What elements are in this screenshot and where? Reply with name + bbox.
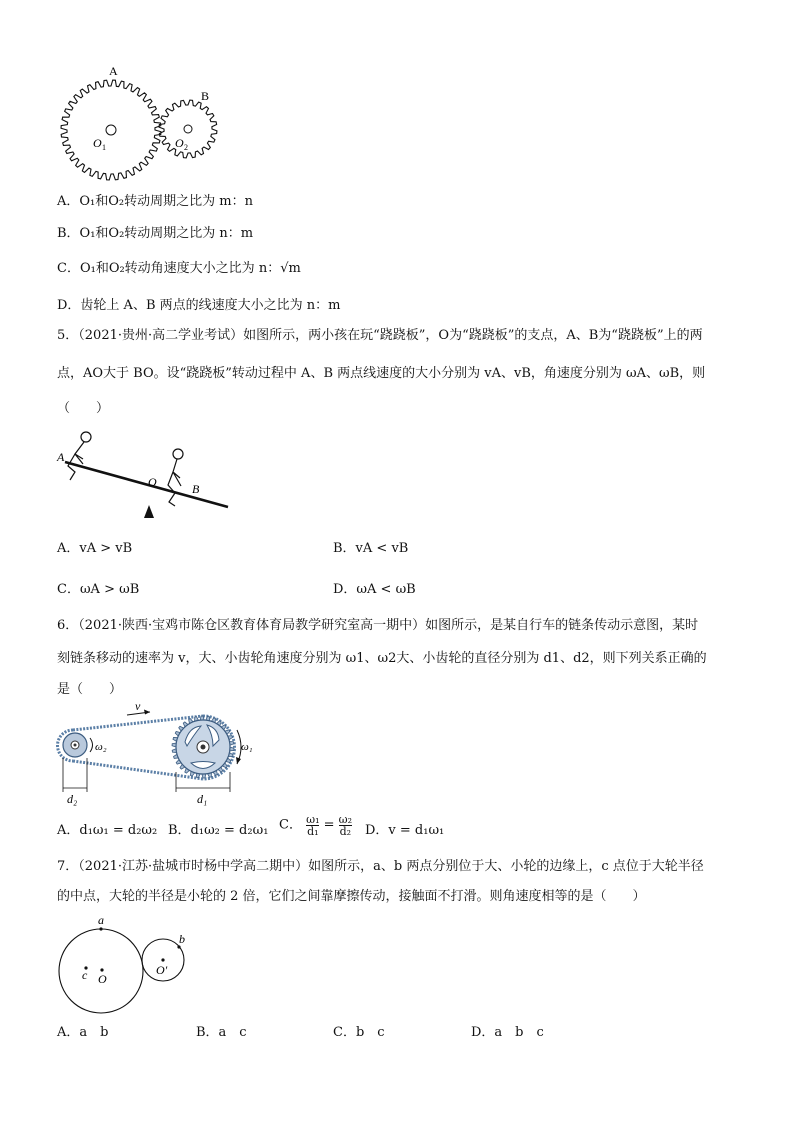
gear-label-o2: O (175, 136, 184, 150)
q6-stem-line1: 6．（2021·陕西·宝鸡市陈仓区教育体育局教学研究室高一期中）如图所示，是某自行车的链条传动示意图，某时 (57, 618, 699, 633)
q7-option-a[interactable]: A．a b (57, 1025, 109, 1040)
q6-option-a[interactable]: A．d₁ω₁ = d₂ω₂ (57, 823, 158, 838)
gear-label-o1-sub: 1 (102, 143, 106, 152)
q7-stem-line1: 7．（2021·江苏·盐城市时杨中学高二期中）如图所示，a、b 两点分别位于大、小轮的边缘上，c 点位于大轮半径 (57, 859, 704, 874)
chain-label-v: v (135, 700, 141, 713)
q4-option-b[interactable]: B．O₁和O₂转动周期之比为 n：m (57, 226, 254, 241)
small-gear-axle (184, 125, 192, 133)
child-a (68, 432, 91, 480)
frac-num: ω₁ (306, 813, 320, 826)
gear-figure (55, 60, 235, 190)
wheel-label-a: a (98, 913, 104, 927)
q4-option-a[interactable]: A．O₁和O₂转动周期之比为 m：n (57, 194, 253, 209)
large-gear-axle (106, 125, 116, 135)
q5-option-c[interactable]: C．ωA > ωB (57, 582, 140, 597)
q5-stem-line1: 5．（2021·贵州·高二学业考试）如图所示，两小孩在玩“跷跷板”，O为“跷跷板”的支点，A、B为“跷跷板”上的两 (57, 328, 703, 343)
q7-option-d[interactable]: D．a b c (471, 1025, 544, 1040)
point-o-prime (161, 958, 164, 961)
q6-option-c-prefix: C． (279, 817, 302, 833)
chain-label-w2: ω₂ (95, 741, 107, 753)
frac-den: d₂ (339, 825, 352, 838)
wheel-label-o-prime: O′ (156, 963, 168, 977)
seesaw-figure (55, 430, 245, 520)
frac-num: ω₂ (338, 813, 353, 826)
q6-stem-line2: 刻链条移动的速率为 v，大、小齿轮角速度分别为 ω1、ω2大、小齿轮的直径分别为 d1、d2，则下列关系正确的 (57, 651, 707, 666)
point-a (99, 927, 102, 930)
gear-label-o1: O (93, 136, 102, 150)
q5-option-a[interactable]: A．vA > vB (57, 541, 133, 556)
q4-option-d[interactable]: D．齿轮上 A、B 两点的线速度大小之比为 n：m (57, 298, 341, 313)
small-gear-outline (159, 100, 217, 158)
q7-option-c[interactable]: C．b c (333, 1025, 385, 1040)
q5-stem-line2: 点，AO大于 BO。设“跷跷板”转动过程中 A、B 两点线速度的大小分别为 vA、vB，角速度分别为 ωA、ωB，则 (57, 366, 706, 381)
seesaw-board (65, 462, 228, 507)
q6-stem-line3: 是（ ） (57, 682, 123, 697)
wheel-label-o: O (98, 972, 107, 986)
q5-stem-line3: （ ） (57, 401, 110, 416)
gear-label-a: A (109, 64, 118, 78)
q7-stem-line2: 的中点，大轮的半径是小轮的 2 倍，它们之间靠摩擦传动，接触面不打滑。则角速度相等的是（ ） (57, 889, 646, 904)
seesaw-label-o: O (148, 475, 157, 489)
q6-option-b[interactable]: B．d₁ω₂ = d₂ω₁ (168, 823, 269, 838)
q7-option-b[interactable]: B．a c (196, 1025, 247, 1040)
q6-option-c[interactable]: C． $\frac{\text{ω₁}}{\text{d₁}}$ = $\frac{\text{ω₂}}{\text{d₂}}$ (279, 813, 353, 838)
omega2-arrow (90, 738, 93, 752)
chain-label-w1: ω₁ (241, 741, 253, 753)
child-b (168, 449, 183, 506)
seesaw-fulcrum (144, 505, 154, 518)
large-gear (61, 80, 161, 180)
q6-option-c-frac-right (339, 814, 352, 837)
gear-label-b: B (201, 89, 210, 103)
chain-drive-figure (55, 700, 270, 810)
q6-option-c-frac-left (306, 814, 319, 837)
q4-option-c[interactable]: C．O₁和O₂转动角速度大小之比为 n：√m (57, 261, 301, 276)
small-gear (159, 100, 217, 158)
gear-label-o2-sub: 2 (184, 143, 188, 152)
large-gear-outline (61, 80, 161, 180)
chain-label-d1: d₁ (197, 792, 208, 806)
frac-den: d₁ (307, 825, 319, 838)
q5-option-b[interactable]: B．vA < vB (333, 541, 409, 556)
q5-option-d[interactable]: D．ωA < ωB (333, 582, 416, 597)
seesaw-label-b: B (192, 482, 200, 496)
chain-label-d2: d₂ (67, 792, 78, 806)
wheel-label-c: c (82, 968, 88, 982)
wheel-label-b: b (179, 932, 185, 946)
friction-wheel-figure (55, 913, 205, 1018)
q6-option-d[interactable]: D．v = d₁ω₁ (365, 823, 445, 838)
seesaw-label-a: A (57, 450, 65, 464)
